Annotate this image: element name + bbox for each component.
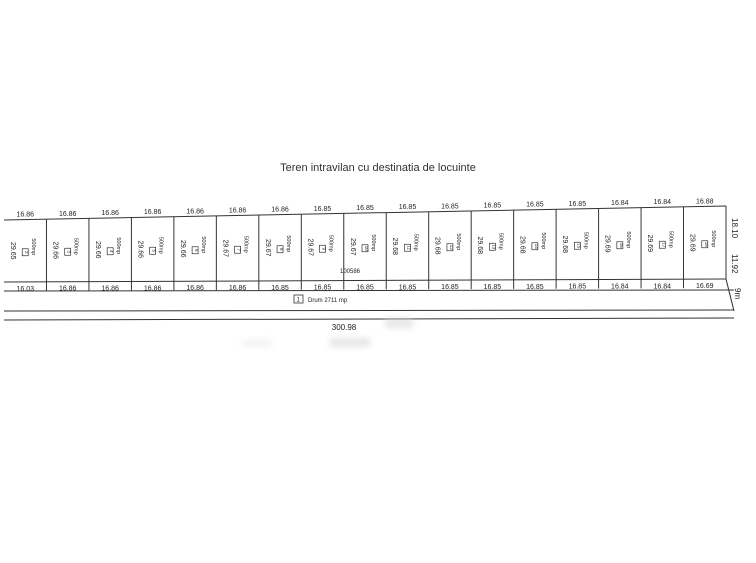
redaction-smudge bbox=[330, 338, 370, 347]
road-label: Drum 2711 mp bbox=[308, 298, 348, 304]
lot-16 bbox=[646, 199, 683, 290]
road-south-edge bbox=[4, 310, 734, 311]
lot-number: 12 bbox=[448, 244, 454, 250]
lot-11 bbox=[434, 203, 471, 291]
lot-number: 13 bbox=[491, 244, 497, 250]
lot-number: 11 bbox=[406, 245, 412, 251]
lot-bottom-length: 16.86 bbox=[143, 285, 162, 293]
lot-2 bbox=[51, 211, 88, 293]
lot-area: 500mp bbox=[327, 234, 334, 252]
lot-top-length: 16.86 bbox=[101, 209, 119, 217]
lot-number: 4 bbox=[109, 249, 115, 253]
lot-depth: 29.68 bbox=[433, 236, 441, 255]
lot-number: 18 bbox=[703, 241, 709, 247]
lot-depth: 29.67 bbox=[348, 237, 356, 256]
lot-area: 500mp bbox=[200, 236, 207, 254]
lot-top-length: 16.84 bbox=[611, 200, 629, 208]
lot-bottom-length: 16.84 bbox=[653, 283, 672, 291]
lot-15 bbox=[604, 200, 641, 290]
lot-area: 500mp bbox=[285, 235, 292, 253]
lot-area: 500mp bbox=[667, 230, 674, 248]
lot-number: 7 bbox=[236, 248, 242, 252]
lot-5 bbox=[179, 208, 216, 292]
total-length: 300.98 bbox=[331, 323, 357, 332]
lot-bottom-length: 16.85 bbox=[356, 284, 374, 292]
total-dimension-line bbox=[4, 318, 734, 320]
lot-depth: 29.68 bbox=[518, 235, 526, 254]
lot-depth: 29.66 bbox=[51, 241, 59, 260]
lot-area: 500mp bbox=[709, 230, 716, 248]
lot-bottom-length: 16.84 bbox=[611, 283, 629, 291]
lot-number: 2 bbox=[24, 250, 30, 254]
lot-number: 6 bbox=[194, 248, 200, 252]
lot-7 bbox=[264, 207, 301, 292]
lot-depth: 29.68 bbox=[391, 237, 399, 256]
road-number: 1 bbox=[296, 297, 300, 304]
south-boundary bbox=[4, 279, 726, 282]
lot-bottom-length: 16.85 bbox=[568, 283, 587, 291]
lot-top-length: 16.86 bbox=[16, 211, 35, 219]
east-road-boundary bbox=[726, 279, 734, 311]
lot-top-length: 16.88 bbox=[695, 198, 714, 206]
plan-outline bbox=[4, 206, 734, 320]
lot-bottom-length: 16.85 bbox=[526, 283, 544, 291]
lot-depth: 29.65 bbox=[9, 241, 16, 260]
lot-12 bbox=[476, 203, 513, 291]
lot-4 bbox=[136, 209, 173, 292]
lot-depth: 29.67 bbox=[221, 239, 229, 258]
lot-area: 500mp bbox=[624, 231, 631, 249]
lot-area: 500mp bbox=[454, 233, 461, 251]
lot-area: 500mp bbox=[30, 238, 37, 256]
redaction-smudge bbox=[385, 318, 413, 328]
lot-bottom-length: 16.86 bbox=[228, 285, 247, 293]
lot-area: 500mp bbox=[370, 234, 376, 252]
east-lower-length: 11.92 bbox=[730, 254, 739, 274]
lot-top-length: 16.85 bbox=[568, 200, 587, 208]
lot-depth: 29.69 bbox=[688, 233, 696, 252]
lot-bottom-length: 16.85 bbox=[313, 284, 332, 292]
lot-bottom-length: 16.03 bbox=[16, 285, 35, 293]
lot-area: 500mp bbox=[412, 233, 419, 251]
lot-area: 500mp bbox=[242, 235, 249, 253]
lot-bottom-length: 16.86 bbox=[186, 285, 204, 293]
lot-top-length: 16.84 bbox=[653, 199, 672, 207]
lot-top-length: 16.85 bbox=[483, 202, 502, 210]
lot-top-length: 16.86 bbox=[58, 210, 77, 218]
lot-14 bbox=[561, 201, 598, 291]
lot-number: 14 bbox=[533, 243, 539, 249]
lot-3 bbox=[94, 210, 131, 293]
lot-top-length: 16.85 bbox=[398, 204, 417, 212]
lot-number: 3 bbox=[66, 250, 72, 254]
lot-depth: 29.67 bbox=[306, 238, 314, 257]
lot-13 bbox=[519, 202, 556, 291]
lot-number: 5 bbox=[151, 249, 157, 253]
lot-1 bbox=[9, 212, 46, 293]
lot-bottom-length: 16.85 bbox=[441, 284, 459, 292]
lot-area: 500mp bbox=[115, 237, 122, 255]
plan-title: Teren intravilan cu destinatia de locuinte bbox=[280, 162, 476, 174]
center-note: 100586 bbox=[340, 269, 361, 275]
lot-depth: 29.69 bbox=[646, 234, 654, 253]
lot-top-length: 16.85 bbox=[526, 201, 544, 209]
lot-area: 500mp bbox=[539, 232, 546, 250]
lot-depth: 29.66 bbox=[136, 240, 144, 259]
lot-top-length: 16.86 bbox=[271, 206, 289, 214]
lot-17 bbox=[689, 198, 716, 290]
lot-depth: 29.68 bbox=[561, 235, 569, 254]
lot-number: 10 bbox=[364, 245, 369, 251]
lot-area: 500mp bbox=[157, 236, 164, 254]
lot-area: 500mp bbox=[497, 232, 504, 250]
lot-number: 17 bbox=[661, 242, 667, 248]
lot-top-length: 16.86 bbox=[143, 209, 162, 217]
lot-bottom-length: 16.85 bbox=[398, 284, 417, 292]
lot-depth: 29.69 bbox=[603, 234, 611, 253]
lot-depth: 29.67 bbox=[263, 238, 271, 257]
lot-10 bbox=[391, 204, 428, 291]
lot-bottom-length: 16.86 bbox=[101, 285, 119, 293]
lot-bottom-length: 16.86 bbox=[58, 285, 77, 293]
road-width-label: 9m bbox=[733, 288, 742, 300]
lot-bottom-length: 16.69 bbox=[695, 283, 714, 291]
lot-area: 500mp bbox=[72, 237, 79, 255]
east-upper-length: 18.10 bbox=[730, 218, 739, 239]
redaction-smudge bbox=[242, 340, 272, 346]
lot-top-length: 16.85 bbox=[313, 205, 332, 213]
lot-depth: 29.66 bbox=[178, 239, 186, 258]
lot-top-length: 16.85 bbox=[441, 203, 459, 211]
lot-area: 500mp bbox=[582, 231, 589, 249]
lot-top-length: 16.86 bbox=[228, 207, 247, 215]
lot-number: 8 bbox=[279, 247, 285, 251]
lot-top-length: 16.85 bbox=[356, 205, 374, 212]
lot-top-length: 16.86 bbox=[186, 208, 204, 216]
lot-bottom-length: 16.85 bbox=[271, 284, 289, 292]
lot-number: 9 bbox=[321, 247, 327, 251]
lot-6 bbox=[221, 207, 258, 292]
lot-9 bbox=[349, 205, 386, 292]
lot-depth: 29.68 bbox=[476, 236, 484, 255]
lot-8 bbox=[306, 206, 343, 292]
lot-depth: 29.66 bbox=[93, 240, 101, 259]
lot-number: 15 bbox=[576, 243, 582, 249]
lot-number: 16 bbox=[618, 242, 624, 248]
lot-bottom-length: 16.85 bbox=[483, 283, 502, 291]
